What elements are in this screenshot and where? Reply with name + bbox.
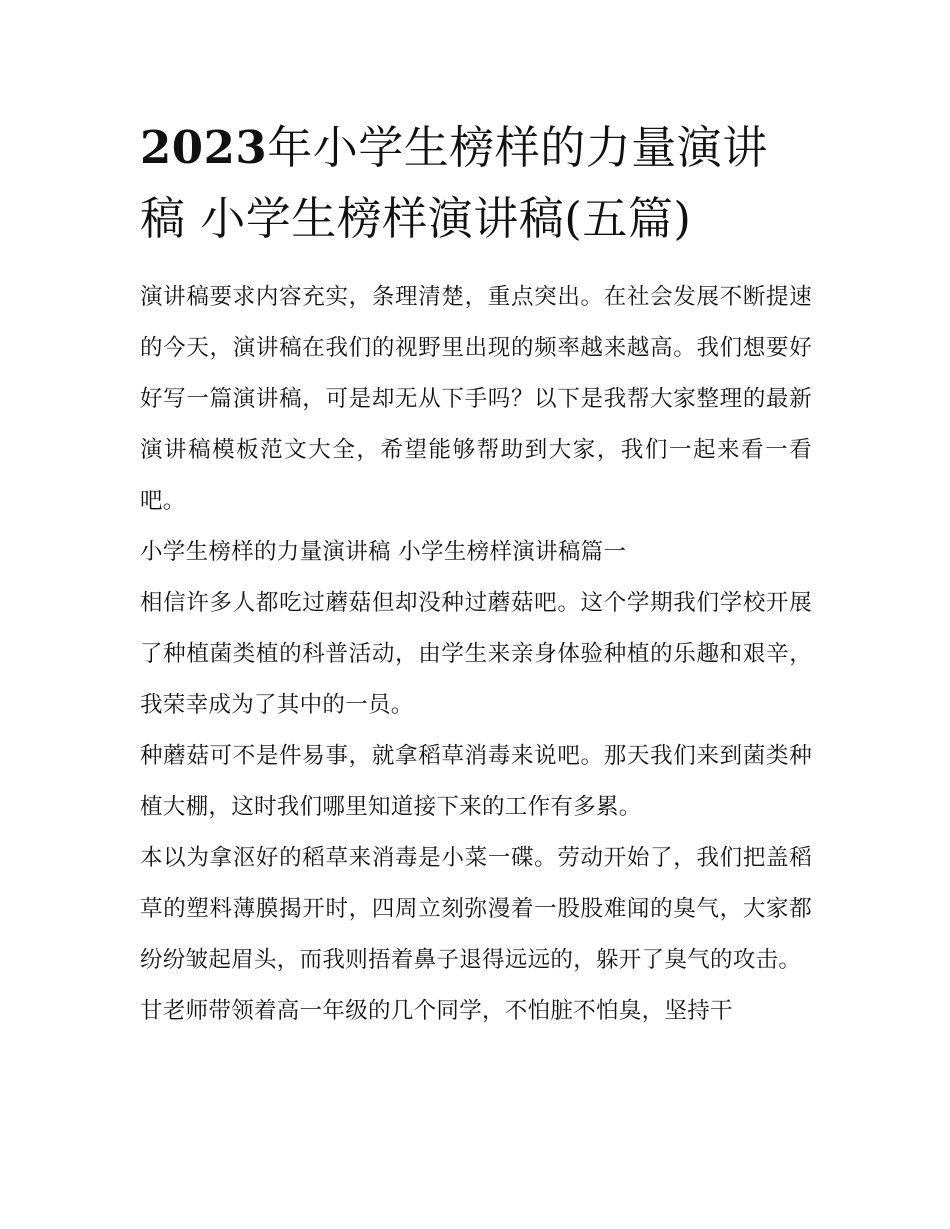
paragraph-intro: 演讲稿要求内容充实，条理清楚，重点突出。在社会发展不断提速的今天，演讲稿在我们的视野里出现的频率越来越高。我们想要好好写一篇演讲稿，可是却无从下手吗？以下是我帮大家整理的最新演讲稿模板范文大全，希望能够帮助到大家，我们一起来看一看吧。 [140, 284, 812, 514]
paragraph: 种蘑菇可不是件易事，就拿稻草消毒来说吧。那天我们来到菌类种植大棚，这时我们哪里知道接下来的工作有多累。 [140, 743, 812, 820]
section-heading: 小学生榜样的力量演讲稿 小学生榜样演讲稿篇一 [140, 539, 627, 565]
paragraph: 相信许多人都吃过蘑菇但却没种过蘑菇吧。这个学期我们学校开展了种植菌类植的科普活动，由学生来亲身体验种植的乐趣和艰辛，我荣幸成为了其中的一员。 [140, 590, 812, 718]
document-page [140, 112, 812, 1037]
title-year: 2023 [140, 121, 268, 174]
paragraph: 本以为拿沤好的稻草来消毒是小菜一碟。劳动开始了，我们把盖稻草的塑料薄膜揭开时，四周立刻弥漫着一股股难闻的臭气，大家都纷纷皱起眉头，而我则捂着鼻子退得远远的，躲开了臭气的攻击。 [140, 845, 812, 973]
document-title [140, 112, 812, 254]
paragraph: 甘老师带领着高一年级的几个同学，不怕脏不怕臭，坚持干 [140, 998, 733, 1024]
title-text: 年小学生榜样的力量演讲稿 小学生榜样演讲稿(五篇) [140, 121, 768, 245]
